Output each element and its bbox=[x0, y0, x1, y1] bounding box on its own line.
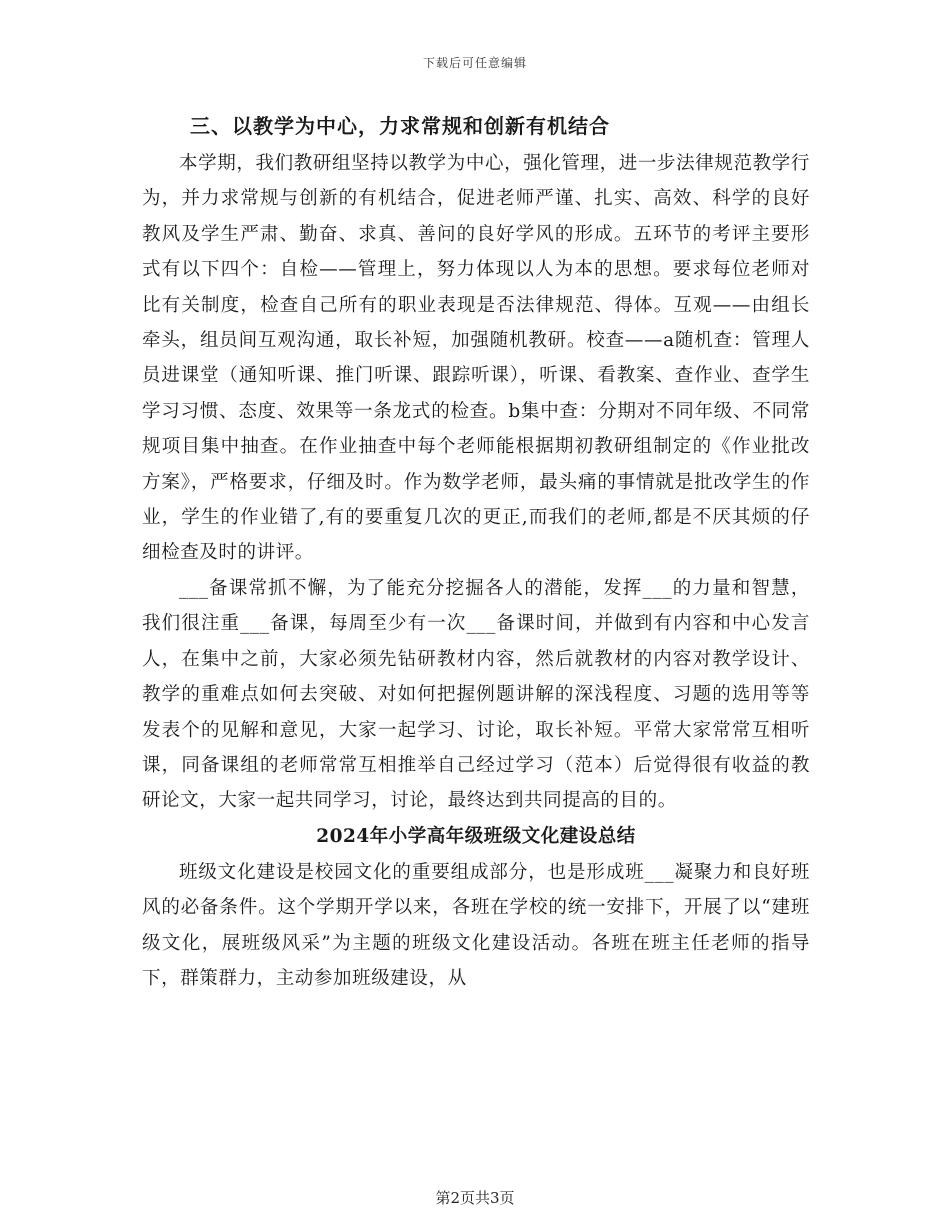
section-heading: 三、以教学为中心，力求常规和创新有机结合 bbox=[190, 114, 610, 138]
article-paragraph-1: 班级文化建设是校园文化的重要组成部分，也是形成班___凝聚力和良好班风的必备条件。这个学期开学以来，各班在学校的统一安排下，开展了以“建班级文化，展班级风采”为主题的班级文化建设活动。各班在班主任老师的指导下，群策群力，主动参加班级建设，从 bbox=[142, 861, 810, 989]
page-header: 下载后可任意编辑 bbox=[422, 56, 527, 70]
document-body bbox=[142, 108, 810, 996]
section-paragraph-1: 本学期，我们教研组坚持以教学为中心，强化管理，进一步法律规范教学行为，并力求常规与创新的有机结合，促进老师严谨、扎实、高效、科学的良好教风及学生严肃、勤奋、求真、善问的良好学风的形成。五环节的考评主要形式有以下四个：自检——管理上，努力体现以人为本的思想。要求每位老师对比有关制度，检查自己所有的职业表现是否法律规范、得体。互观——由组长牵头，组员间互观沟通，取长补短，加强随机教研。校查——a随机查：管理人员进课堂（通知听课、推门听课、跟踪听课），听课、看教案、查作业、查学生学习习惯、态度、效果等一条龙式的检查。b集中查：分期对不同年级、不同常规项目集中抽查。在作业抽查中每个老师能根据期初教研组制定的《作业批改方案》，严格要求，仔细及时。作为数学老师，最头痛的事情就是批改学生的作业，学生的作业错了,有的要重复几次的更正,而我们的老师,都是不厌其烦的仔细检查及时的讲评。 bbox=[142, 153, 810, 564]
section-paragraph-2: ___备课常抓不懈，为了能充分挖掘各人的潜能，发挥___的力量和智慧，我们很注重___备课，每周至少有一次___备课时间，并做到有内容和中心发言人，在集中之前，大家必须先钻研教材内容，然后就教材的内容对教学设计、教学的重难点如何去突破、对如何把握例题讲解的深浅程度、习题的选用等等发表个的见解和意见，大家一起学习、讨论，取长补短。平常大家常常互相听课，同备课组的老师常常互相推举自己经过学习（范本）后觉得很有收益的教研论文，大家一起共同学习，讨论，最终达到共同提高的目的。 bbox=[142, 577, 810, 812]
page-number: 第2页共3页 bbox=[435, 1189, 515, 1207]
article-title: 2024年小学高年级班级文化建设总结 bbox=[316, 825, 636, 847]
